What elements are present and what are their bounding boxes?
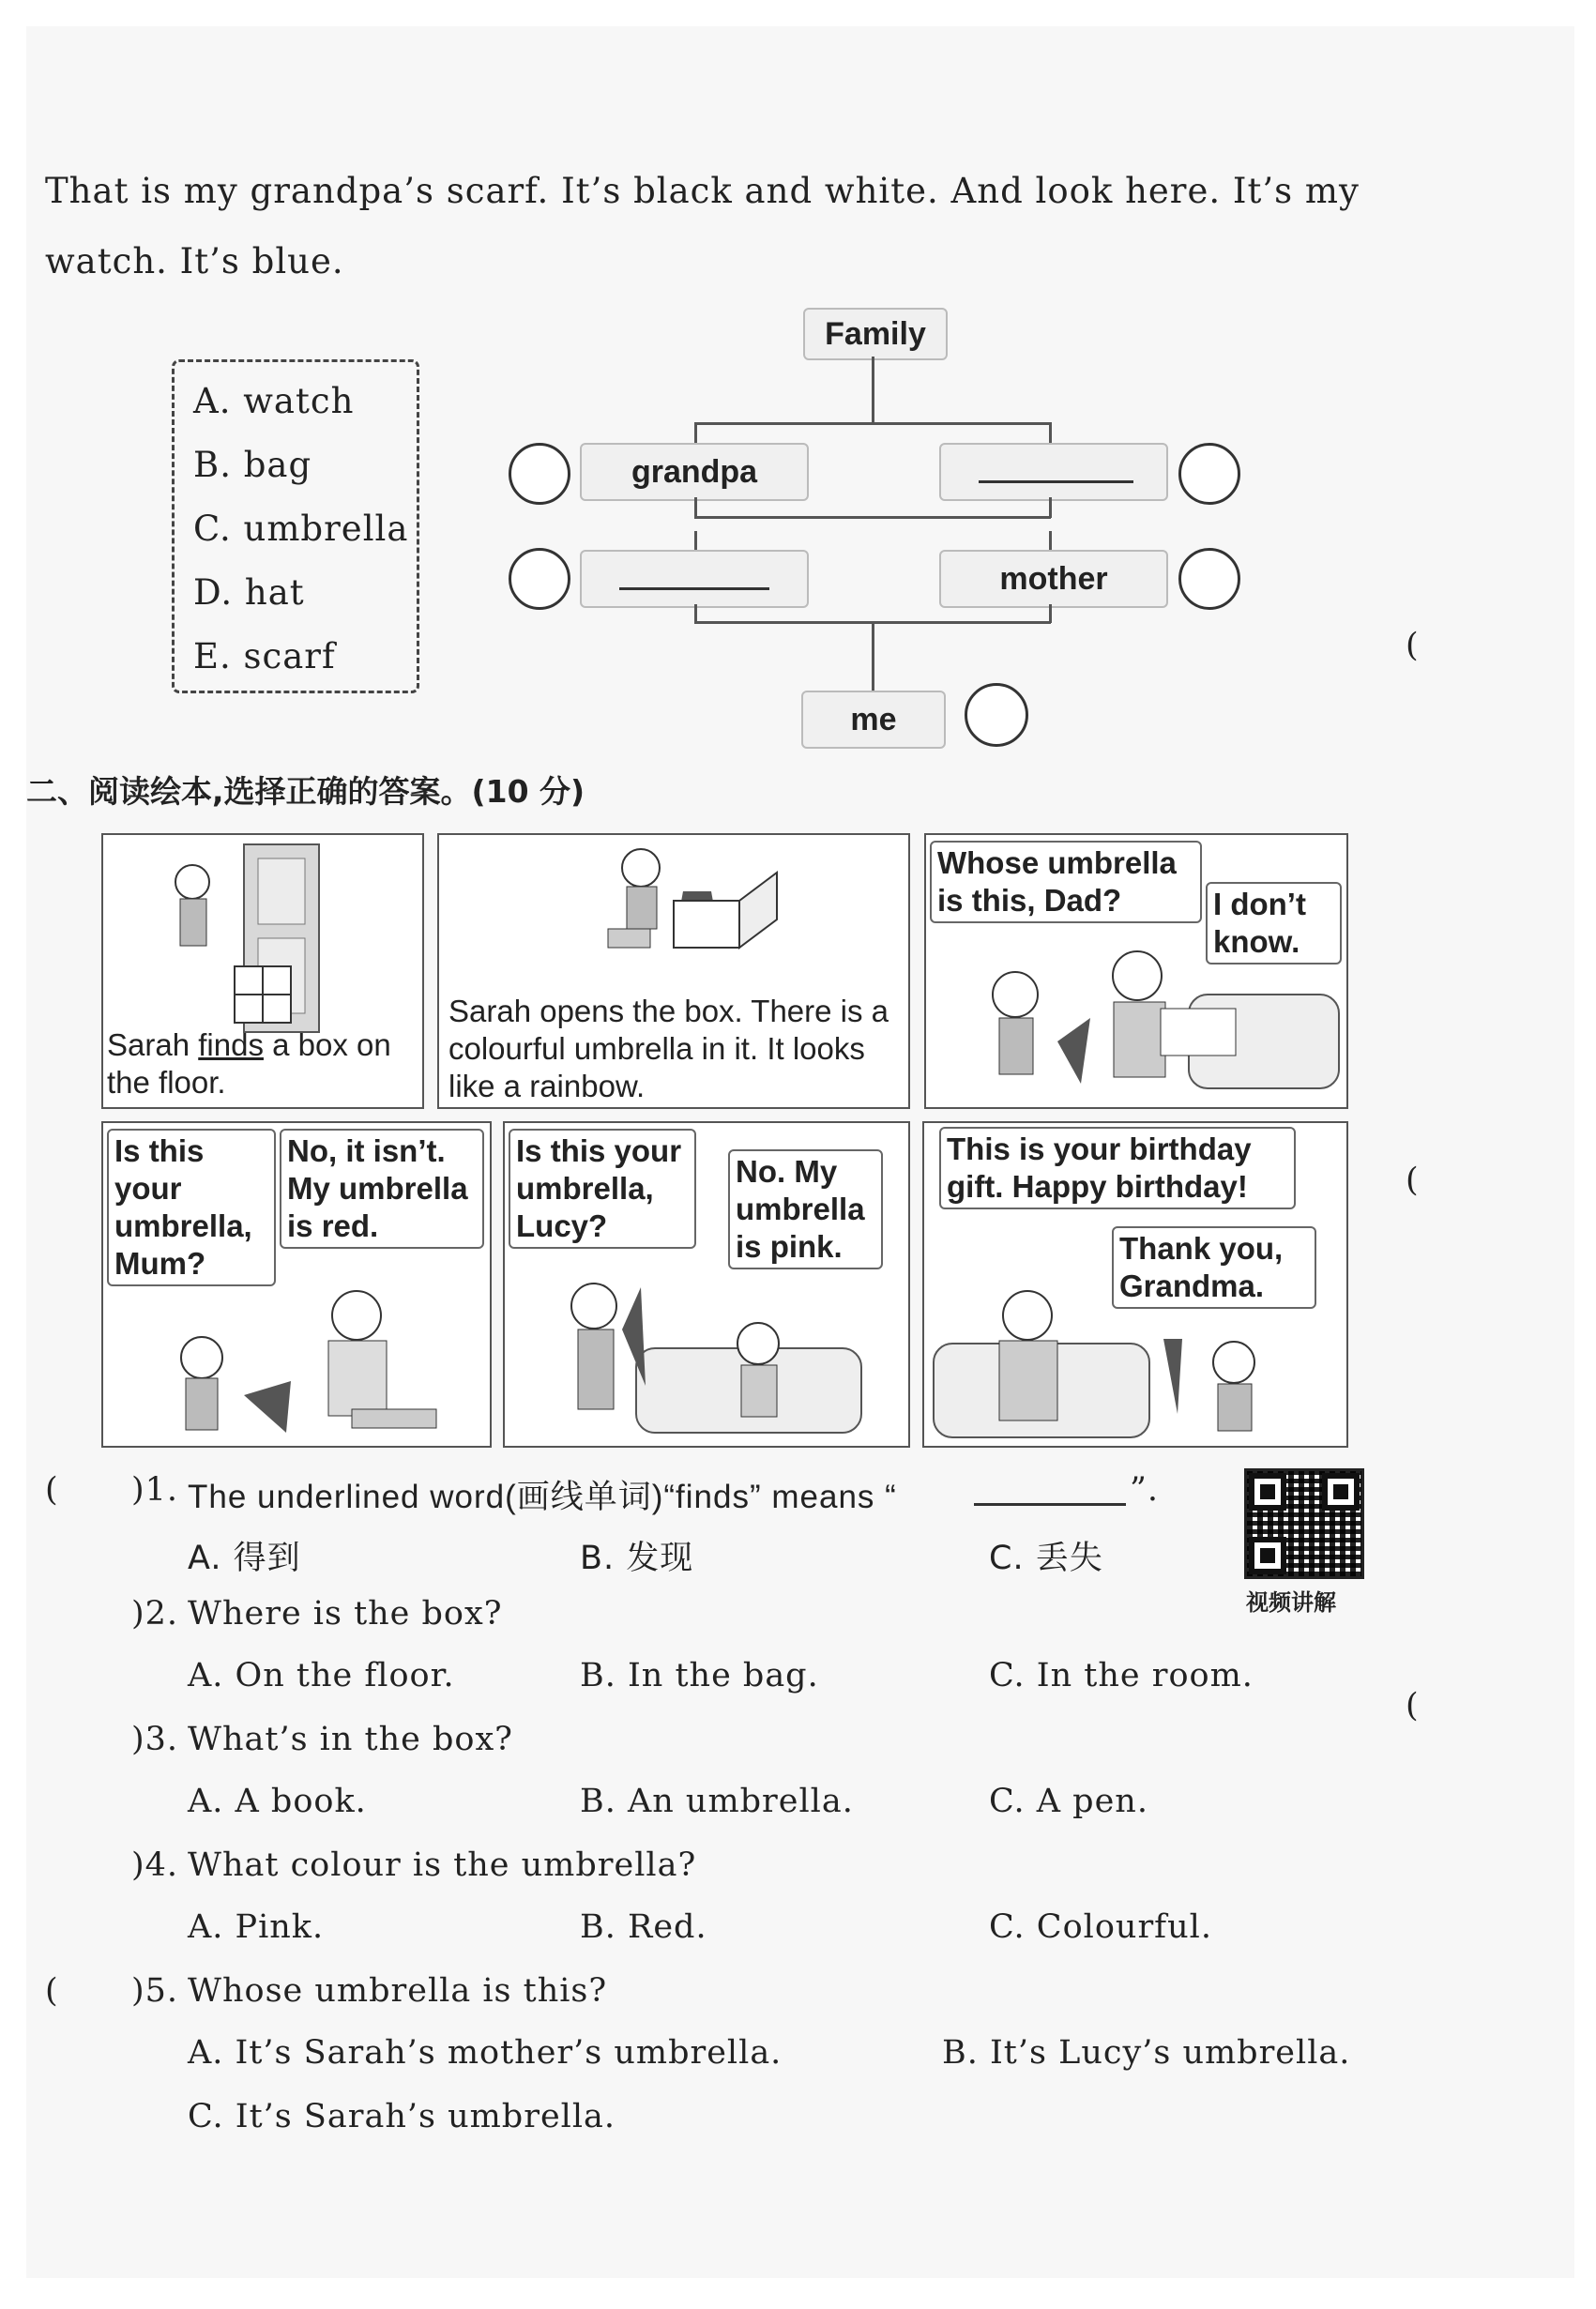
answer-paren: ( <box>45 1972 59 2010</box>
blank-tag-1 <box>939 443 1168 501</box>
me-tag: me <box>801 691 946 749</box>
answer-circle[interactable] <box>509 443 570 505</box>
speech-bubble-lucy: No. My umbrella is pink. <box>728 1149 883 1269</box>
qr-finder <box>1249 1473 1286 1511</box>
speech-bubble-girl: Is this your umbrella, Mum? <box>107 1129 276 1286</box>
answer-circle[interactable] <box>1178 548 1240 610</box>
question-number: )1. <box>131 1471 179 1509</box>
option-b: B. It’s Lucy’s umbrella. <box>942 2034 1351 2072</box>
comic-panel-1 <box>101 833 424 1109</box>
worksheet-page <box>26 26 1574 2278</box>
tree-line <box>694 422 697 443</box>
tree-line <box>1049 604 1052 623</box>
question-number: )3. <box>131 1721 179 1758</box>
speech-bubble-mum: No, it isn’t. My umbrella is red. <box>280 1129 484 1249</box>
grandpa-tag: grandpa <box>580 443 809 501</box>
answer-circle[interactable] <box>1178 443 1240 505</box>
panel-1-caption: Sarah finds a box on the floor. <box>107 1027 391 1100</box>
question-text: What’s in the box? <box>188 1721 513 1758</box>
tree-line <box>1049 531 1052 550</box>
comic-panel-4 <box>101 1121 492 1448</box>
comic-panel-5 <box>503 1121 910 1448</box>
answer-blank[interactable] <box>619 587 769 590</box>
question-text: Whose umbrella is this? <box>188 1972 608 2010</box>
qr-finder <box>1249 1537 1286 1574</box>
question-text: Where is the box? <box>188 1595 503 1633</box>
option-c: C. In the room. <box>989 1657 1254 1694</box>
option-b: B. 发现 <box>580 1540 694 1577</box>
question-text: What colour is the umbrella? <box>188 1846 697 1884</box>
margin-paren: ( <box>1406 1687 1420 1724</box>
qr-label: 视频讲解 <box>1246 1589 1336 1616</box>
comic-panel-6 <box>922 1121 1348 1448</box>
option-c: C. A pen. <box>989 1783 1148 1820</box>
comic-panel-3 <box>924 833 1348 1109</box>
question-number: )4. <box>131 1846 179 1884</box>
question-number: )5. <box>131 1972 179 2010</box>
qr-code[interactable] <box>1244 1468 1364 1579</box>
option-a: A. watch <box>193 381 355 421</box>
speech-bubble-girl: Is this your umbrella, Lucy? <box>509 1129 696 1249</box>
option-c: C. umbrella <box>193 509 409 549</box>
option-a: A. A book. <box>188 1783 367 1820</box>
family-root: Family <box>803 308 948 360</box>
option-b: B. Red. <box>580 1908 707 1946</box>
speech-bubble-girl: Thank you, Grandma. <box>1112 1226 1316 1309</box>
mother-tag: mother <box>939 550 1168 608</box>
tree-line <box>1049 497 1052 518</box>
word-options-box <box>172 359 419 693</box>
option-c: C. It’s Sarah’s umbrella. <box>188 2098 616 2135</box>
panel-2-caption: Sarah opens the box. There is a colourful umbrella in it. It looks like a rainbow. <box>448 994 889 1103</box>
answer-blank[interactable] <box>979 480 1133 483</box>
tree-line <box>694 497 697 518</box>
option-c: C. 丢失 <box>989 1540 1103 1577</box>
answer-paren: ( <box>45 1471 59 1509</box>
option-a: A. Pink. <box>188 1908 325 1946</box>
answer-circle[interactable] <box>509 548 570 610</box>
question-text: The underlined word(画线单词)“finds” means “ <box>188 1479 897 1515</box>
answer-blank[interactable] <box>974 1503 1126 1506</box>
option-b: B. In the bag. <box>580 1657 819 1694</box>
tree-line <box>872 357 874 422</box>
question-tail: ”. <box>1130 1471 1160 1509</box>
option-d: D. hat <box>193 572 305 613</box>
margin-paren: ( <box>1406 627 1420 664</box>
option-a: A. It’s Sarah’s mother’s umbrella. <box>188 2034 783 2072</box>
option-b: B. bag <box>193 445 312 485</box>
blank-tag-2 <box>580 550 809 608</box>
question-number: )2. <box>131 1595 179 1633</box>
tree-line <box>1049 422 1052 443</box>
speech-bubble-dad: I don’t know. <box>1206 882 1342 965</box>
section-2-title: 二、阅读绘本,选择正确的答案。(10 分) <box>26 773 585 810</box>
tree-line <box>694 516 1051 519</box>
passage-line-2: watch. It’s blue. <box>45 241 344 281</box>
passage-line-1: That is my grandpa’s scarf. It’s black and white. And look here. It’s my <box>45 171 1360 211</box>
qr-finder <box>1322 1473 1360 1511</box>
option-a: A. On the floor. <box>188 1657 455 1694</box>
tree-line <box>694 604 697 623</box>
speech-bubble-girl: Whose umbrella is this, Dad? <box>930 841 1202 923</box>
option-c: C. Colourful. <box>989 1908 1212 1946</box>
option-a: A. 得到 <box>188 1540 301 1577</box>
speech-bubble-grandma: This is your birthday gift. Happy birthday! <box>939 1127 1296 1209</box>
option-b: B. An umbrella. <box>580 1783 854 1820</box>
answer-circle[interactable] <box>965 683 1028 747</box>
comic-panel-2 <box>437 833 910 1109</box>
underlined-word: finds <box>198 1027 264 1062</box>
tree-line <box>694 531 697 550</box>
option-e: E. scarf <box>193 636 336 676</box>
margin-paren: ( <box>1406 1162 1420 1199</box>
tree-line <box>694 422 1051 425</box>
